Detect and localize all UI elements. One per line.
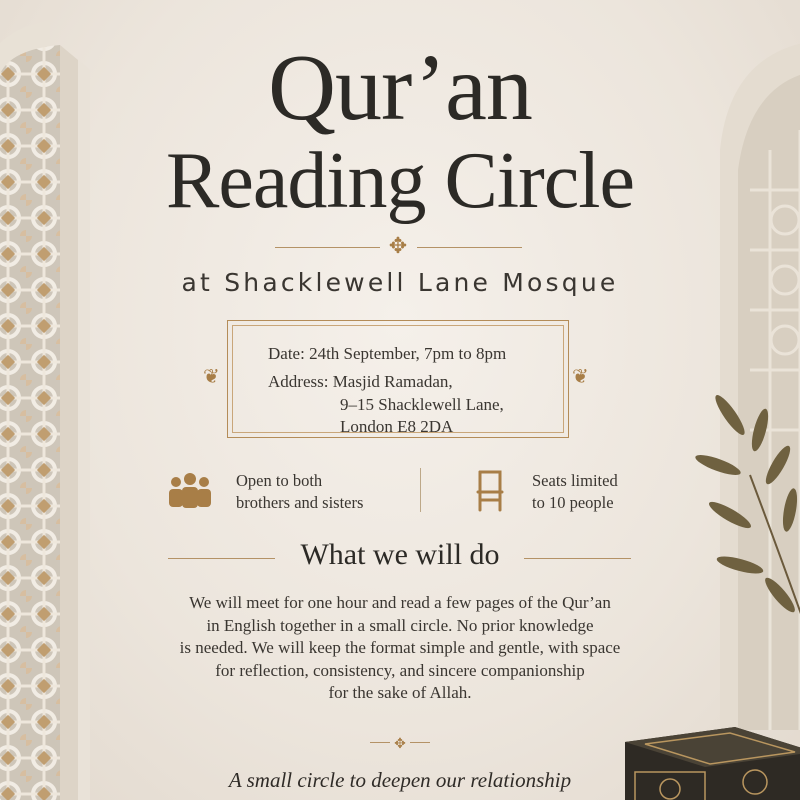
flourish-right-icon: ❦ — [572, 364, 589, 388]
description-line: for reflection, consistency, and sincere companionship — [215, 660, 585, 680]
divider-line-right — [417, 247, 522, 248]
lattice-window-left — [0, 20, 100, 800]
venue-subtitle: at Shacklewell Lane Mosque — [181, 268, 619, 297]
feature-line: to 10 people — [532, 493, 614, 512]
title-line-1: Qur’an — [268, 36, 532, 140]
description-line: in English together in a small circle. No prior knowledge — [206, 615, 594, 635]
event-address-line-1: Address: Masjid Ramadan, — [268, 372, 453, 391]
description-paragraph — [130, 592, 670, 705]
flourish-left-icon: ❦ — [203, 364, 220, 388]
small-divider-left — [370, 742, 390, 743]
feature-open-to-all — [236, 470, 363, 514]
floral-ornament-icon: ✥ — [388, 234, 408, 259]
olive-branch-plant — [690, 395, 800, 625]
people-group-icon — [166, 470, 214, 510]
feature-line: Seats limited — [532, 471, 618, 490]
divider-line-left — [275, 247, 380, 248]
title-line-2: Reading Circle — [165, 137, 635, 225]
feature-seats-limited — [532, 470, 618, 514]
small-ornament-icon: ✥ — [394, 736, 406, 752]
section-divider-right — [524, 558, 631, 559]
feature-line: brothers and sisters — [236, 493, 364, 512]
event-address-line-3: London E8 2DA — [340, 417, 454, 436]
event-address-line-2: 9–15 Shacklewell Lane, — [340, 395, 504, 414]
arched-window-right — [710, 30, 800, 730]
description-line: is needed. We will keep the format simple and gentle, with space — [179, 638, 621, 657]
section-heading: What we will do — [300, 538, 500, 571]
small-divider-right — [410, 742, 430, 743]
chair-icon — [474, 468, 506, 512]
description-line: for the sake of Allah. — [328, 683, 472, 702]
description-line: We will meet for one hour and read a few pages of the Qur’an — [189, 593, 611, 612]
feature-separator — [420, 468, 421, 512]
event-date: Date: 24th September, 7pm to 8pm — [268, 344, 507, 363]
feature-line: Open to both — [236, 471, 323, 490]
tagline: A small circle to deepen our relationship — [228, 768, 572, 792]
